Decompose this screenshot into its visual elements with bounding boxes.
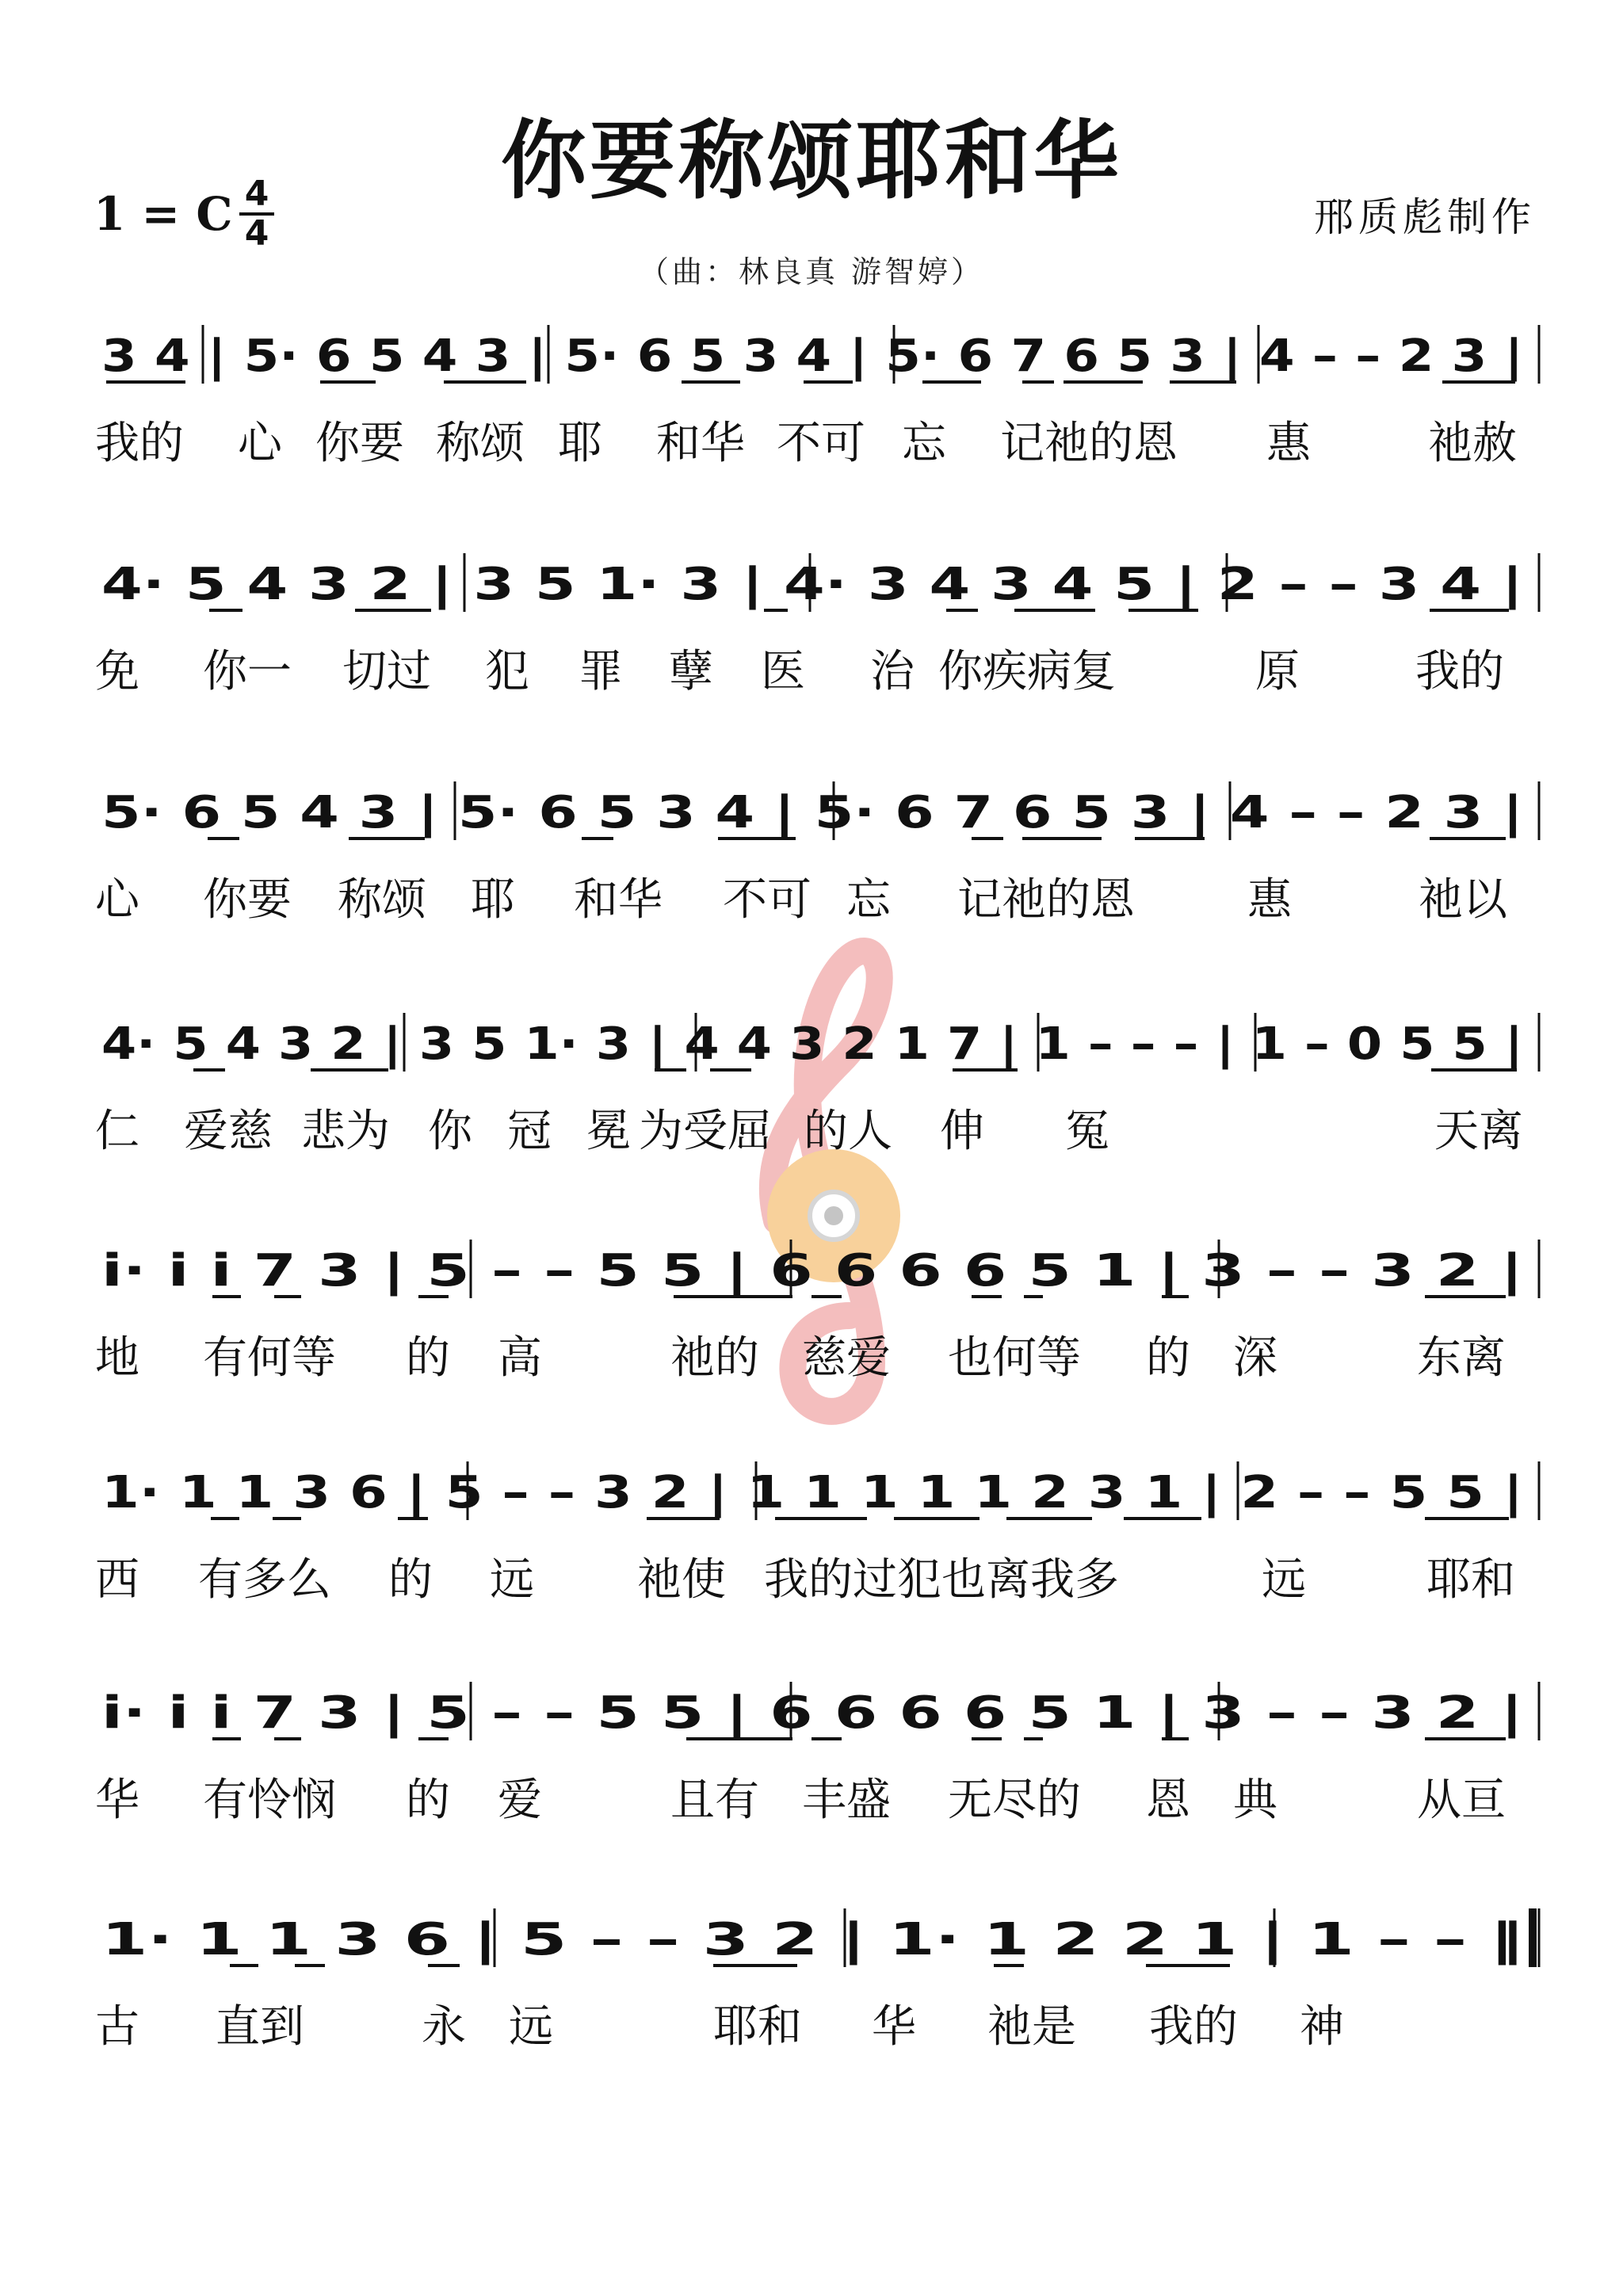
- lyric-word: 免: [95, 646, 139, 697]
- lyric-word: 爱: [498, 1775, 542, 1826]
- meter-top: 4: [244, 174, 269, 214]
- lyric-word: 也何等: [948, 1332, 1081, 1384]
- lyric-word: 冠: [507, 1106, 552, 1157]
- lyric-word: 天离: [1434, 1106, 1523, 1157]
- notes-line: i· i i 7 3 | 5 – – 5 5 | 6 6 6 6 5 1 | 3 – – 3 2 |: [101, 1245, 1523, 1297]
- lyric-word: 仁: [95, 1106, 139, 1157]
- lyric-word: 慈爱: [802, 1332, 891, 1384]
- meter-bottom: 4: [244, 213, 269, 254]
- lyric-word: 我的过犯也离我多: [764, 1554, 1119, 1606]
- lyric-word: 你要: [315, 418, 404, 469]
- lyric-word: 祂是: [987, 2001, 1076, 2053]
- lyric-word: 祂赦: [1428, 418, 1517, 469]
- lyric-word: 记祂的恩: [957, 874, 1135, 926]
- music-system: [95, 553, 1539, 697]
- lyric-word: 有多么: [198, 1554, 331, 1606]
- lyric-word: 远: [509, 2001, 553, 2053]
- lyric-word: 古: [95, 2001, 139, 2053]
- lyric-word: 地: [95, 1332, 139, 1384]
- lyric-word: 高: [498, 1332, 542, 1384]
- lyric-word: 忘: [902, 418, 946, 469]
- lyric-word: 远: [490, 1554, 534, 1606]
- lyric-word: 和华: [656, 418, 745, 469]
- lyric-word: 永: [422, 2001, 466, 2053]
- lyric-word: 和华: [574, 874, 663, 926]
- lyric-word: 伸: [940, 1106, 984, 1157]
- lyric-word: 有何等: [203, 1332, 336, 1384]
- lyric-word: 治: [870, 646, 915, 697]
- lyric-word: 悲为: [301, 1106, 390, 1157]
- lyric-word: 无尽的: [948, 1775, 1081, 1826]
- lyric-word: 西: [95, 1554, 139, 1606]
- lyric-word: 忘: [846, 874, 891, 926]
- lyric-word: 远: [1262, 1554, 1306, 1606]
- lyric-word: 祂的: [670, 1332, 759, 1384]
- lyric-word: 深: [1233, 1332, 1277, 1384]
- lyric-word: 耶和: [1426, 1554, 1515, 1606]
- notes-line: 4· 5 4 3 2 | 3 5 1· 3 | 4 4 3 2 1 7 | 1 – – – | 1 – 0 5 5 |: [101, 1018, 1523, 1070]
- lyric-word: 祂使: [637, 1554, 726, 1606]
- lyric-word: 你要: [203, 874, 292, 926]
- lyric-word: 神: [1300, 2001, 1344, 2053]
- lyric-word: 有怜悯: [203, 1775, 336, 1826]
- lyric-word: 原: [1255, 646, 1300, 697]
- lyric-word: 耶: [471, 874, 515, 926]
- lyric-word: 你: [428, 1106, 472, 1157]
- music-system: [95, 325, 1539, 469]
- lyric-word: 的: [1146, 1332, 1190, 1384]
- song-title: 你要称颂耶和华: [500, 111, 1122, 211]
- lyric-word: 耶: [558, 418, 602, 469]
- lyric-word: 的: [406, 1775, 450, 1826]
- maker-credit: 邢质彪制作: [1314, 194, 1536, 240]
- notes-line: 4· 5 4 3 2 | 3 5 1· 3 | 4· 3 4 3 4 5 | 2 – – 3 4 |: [101, 559, 1523, 610]
- notes-line: 1· 1 1 3 6 | 5 – – 3 2 | 1· 1 2 2 1 | 1 – – ‖: [101, 1914, 1523, 1966]
- lyric-word: 不可: [723, 874, 812, 926]
- lyric-word: 孽: [669, 646, 713, 697]
- lyric-word: 心: [95, 874, 139, 926]
- lyric-word: 惠: [1247, 874, 1292, 926]
- lyric-word: 直到: [216, 2001, 304, 2053]
- lyric-word: 华: [872, 2001, 916, 2053]
- lyric-word: 丰盛: [802, 1775, 891, 1826]
- music-system: [95, 781, 1539, 926]
- lyric-word: 为受屈: [639, 1106, 772, 1157]
- lyric-word: 冤: [1065, 1106, 1109, 1157]
- lyric-word: 耶和: [713, 2001, 802, 2053]
- lyric-word: 且有: [670, 1775, 759, 1826]
- lyric-word: 的人: [804, 1106, 892, 1157]
- music-system: [95, 1908, 1539, 2053]
- lyric-word: 我的: [1149, 2001, 1238, 2053]
- lyric-word: 不可: [777, 418, 865, 469]
- notes-line: 1· 1 1 3 6 | 5 – – 3 2 | 1 1 1 1 1 2 3 1 | 2 – – 5 5 |: [101, 1467, 1523, 1519]
- lyric-word: 罪: [579, 646, 623, 697]
- composer-credit: （曲：林良真 游智婷）: [638, 254, 985, 289]
- lyric-word: 祂以: [1419, 874, 1507, 926]
- lyric-word: 你疾病复: [938, 646, 1116, 697]
- notes-line: 3 4 | 5· 6 5 4 3 | 5· 6 5 3 4 | 5· 6 7 6 5 3 | 4 – – 2 3 |: [101, 330, 1524, 382]
- lyric-word: 东离: [1417, 1332, 1506, 1384]
- music-system: [95, 1682, 1539, 1826]
- lyric-word: 我的: [95, 418, 184, 469]
- lyric-word: 记祂的恩: [1000, 418, 1178, 469]
- lyric-word: 从亘: [1417, 1775, 1506, 1826]
- lyric-word: 你一: [203, 646, 292, 697]
- lyric-word: 典: [1233, 1775, 1277, 1826]
- lyric-word: 我的: [1415, 646, 1504, 697]
- lyric-word: 称颂: [338, 874, 426, 926]
- lyric-word: 恩: [1146, 1775, 1190, 1826]
- lyric-word: 的: [406, 1332, 450, 1384]
- lyric-word: 医: [761, 646, 805, 697]
- lyric-word: 心: [238, 418, 282, 469]
- notes-line: i· i i 7 3 | 5 – – 5 5 | 6 6 6 6 5 1 | 3 – – 3 2 |: [101, 1687, 1523, 1739]
- lyric-word: 华: [95, 1775, 139, 1826]
- lyric-word: 爱慈: [184, 1106, 273, 1157]
- music-system: [95, 1461, 1539, 1606]
- lyric-word: 犯: [485, 646, 529, 697]
- lyric-word: 切过: [342, 646, 431, 697]
- lyric-word: 的: [388, 1554, 433, 1606]
- lyric-word: 惠: [1266, 418, 1311, 469]
- key-signature: 1 = C: [94, 187, 233, 241]
- lyric-word: 称颂: [436, 418, 525, 469]
- lyric-word: 冕: [586, 1106, 631, 1157]
- notes-line: 5· 6 5 4 3 | 5· 6 5 3 4 | 5· 6 7 6 5 3 | 4 – – 2 3 |: [101, 787, 1523, 839]
